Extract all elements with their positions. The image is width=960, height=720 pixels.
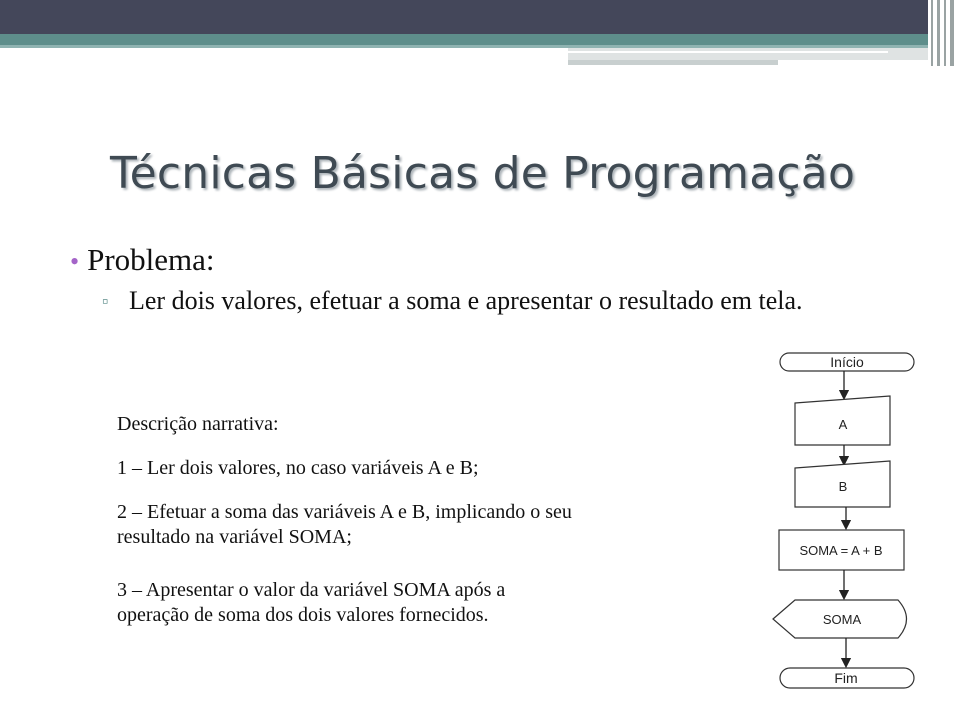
narrative-step-2-line-1: 2 – Efetuar a soma das variáveis A e B, implicando o seu xyxy=(117,501,572,523)
narrative-heading: Descrição narrativa: xyxy=(117,413,279,435)
flow-start-label: Início xyxy=(830,354,864,370)
flow-end-label: Fim xyxy=(834,670,858,686)
header-bar xyxy=(0,0,960,34)
sub-bullet xyxy=(102,284,894,318)
square-bullet-icon: ▫ xyxy=(102,291,109,311)
header-right-stripes xyxy=(928,0,960,66)
header-light-band xyxy=(568,48,938,60)
bullet-problem xyxy=(70,242,215,278)
narrative-step-1: 1 – Ler dois valores, no caso variáveis A e B; xyxy=(117,457,479,479)
flowchart xyxy=(760,345,930,695)
bullet-problem-text: Problema: xyxy=(87,242,215,277)
slide-title: Técnicas Básicas de Programação xyxy=(110,148,856,199)
narrative-step-3-line-1: 3 – Apresentar o valor da variável SOMA após a xyxy=(117,579,506,601)
flow-process-label: SOMA = A + B xyxy=(799,543,883,558)
header-white-line xyxy=(568,51,888,53)
flow-input-a-label: A xyxy=(838,417,848,432)
header-accent-stripe xyxy=(0,34,935,45)
narrative-step-3-line-2: operação de soma dos dois valores fornecidos. xyxy=(117,604,489,626)
header-light-band-lower xyxy=(568,60,778,65)
flow-output-label: SOMA xyxy=(822,612,862,627)
narrative-step-2-line-2: resultado na variável SOMA; xyxy=(117,526,352,548)
bullet-dot-icon: • xyxy=(70,247,80,276)
flow-input-b-label: B xyxy=(838,479,848,494)
sub-bullet-text: Ler dois valores, efetuar a soma e apresentar o resultado em tela. xyxy=(129,286,803,315)
